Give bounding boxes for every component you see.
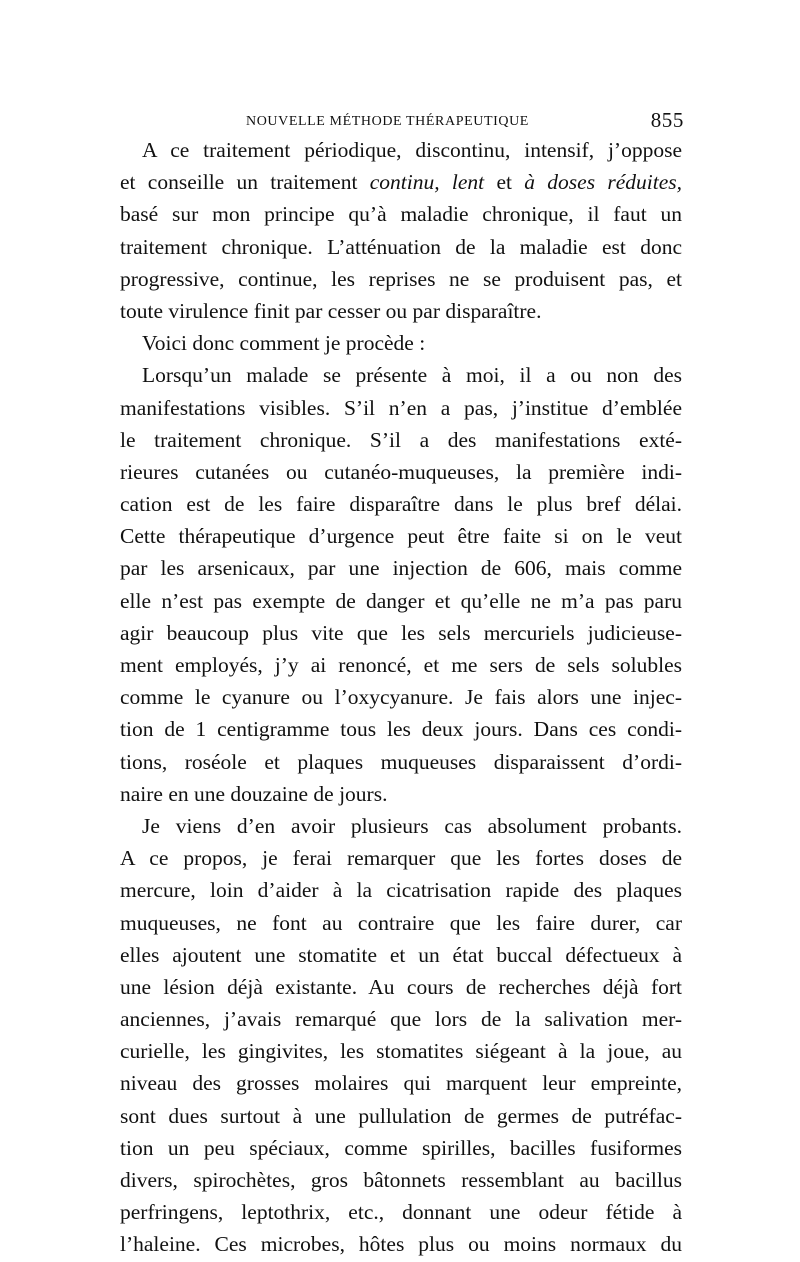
text-line: tions, roséole et plaques muqueuses disparaissent d’ordi-	[120, 749, 682, 774]
text-line: une lésion déjà existante. Au cours de recherches déjà fort	[120, 974, 682, 999]
text-line: Lorsqu’un malade se présente à moi, il a ou non des	[142, 363, 682, 388]
running-header	[120, 108, 682, 134]
text-segment: et	[484, 170, 525, 195]
text-line: curielle, les gingivites, les stomatites siégeant à la joue, au	[120, 1039, 682, 1064]
text-line: muqueuses, ne font au contraire que les faire durer, car	[120, 910, 682, 935]
text-line: naire en une douzaine de jours.	[120, 781, 388, 806]
text-line: cation est de les faire disparaître dans le plus bref délai.	[120, 492, 682, 517]
text-line: anciennes, j’avais remarqué que lors de la salivation mer-	[120, 1007, 682, 1032]
text-line: rieures cutanées ou cutanéo-muqueuses, la première indi-	[120, 459, 682, 484]
text-line: agir beaucoup plus vite que les sels mercuriels judicieuse-	[120, 620, 682, 645]
text-line: perfringens, leptothrix, etc., donnant une odeur fétide à	[120, 1200, 682, 1225]
text-line: A ce traitement périodique, discontinu, intensif, j’oppose	[142, 138, 682, 162]
text-line: elles ajoutent une stomatite et un état buccal défectueux à	[120, 942, 682, 967]
text-line: basé sur mon principe qu’à maladie chronique, il faut un	[120, 202, 682, 227]
text-line: elle n’est pas exempte de danger et qu’elle ne m’a pas paru	[120, 588, 682, 613]
text-line: par les arsenicaux, par une injection de 606, mais comme	[120, 556, 682, 581]
text-segment: et conseille un traitement	[120, 170, 370, 195]
text-line: ment employés, j’y ai renoncé, et me sers de sels solubles	[120, 653, 682, 677]
text-line: Voici donc comment je procède :	[142, 331, 426, 356]
text-line: sont dues surtout à une pullulation de germes de putréfac-	[120, 1103, 682, 1128]
text-line: tion un peu spéciaux, comme spirilles, bacilles fusiformes	[120, 1135, 682, 1160]
text-line: toute virulence finit par cesser ou par disparaître.	[120, 298, 542, 323]
book-page	[120, 108, 682, 1261]
text-line: manifestations visibles. S’il n’en a pas, j’institue d’emblée	[120, 395, 682, 420]
text-line: comme le cyanure ou l’oxycyanure. Je fais alors une injec-	[120, 685, 682, 710]
text-line: le traitement chronique. S’il a des manifestations exté-	[120, 427, 682, 452]
text-line: progressive, continue, les reprises ne se produisent pas, et	[120, 266, 682, 291]
text-line	[120, 166, 682, 198]
text-line: Cette thérapeutique d’urgence peut être faite si on le veut	[120, 524, 682, 549]
text-line: tion de 1 centigramme tous les deux jours. Dans ces condi-	[120, 717, 682, 742]
italic-phrase: continu, lent	[369, 170, 485, 195]
body-text	[120, 134, 682, 1261]
text-line: traitement chronique. L’atténuation de la maladie est donc	[120, 234, 682, 259]
text-line: Je viens d’en avoir plusieurs cas absolument probants.	[142, 813, 682, 838]
text-line: l’haleine. Ces microbes, hôtes plus ou moins normaux du	[120, 1232, 682, 1257]
text-line: niveau des grosses molaires qui marquent leur empreinte,	[120, 1071, 682, 1096]
text-line: mercure, loin d’aider à la cicatrisation rapide des plaques	[120, 878, 682, 903]
running-title: NOUVELLE MÉTHODE THÉRAPEUTIQUE	[246, 114, 529, 129]
text-line: divers, spirochètes, gros bâtonnets ressemblant au bacillus	[120, 1168, 682, 1192]
text-line: A ce propos, je ferai remarquer que les fortes doses de	[120, 846, 682, 871]
page-number: 855	[650, 108, 684, 132]
italic-phrase: à doses réduites,	[524, 170, 682, 195]
